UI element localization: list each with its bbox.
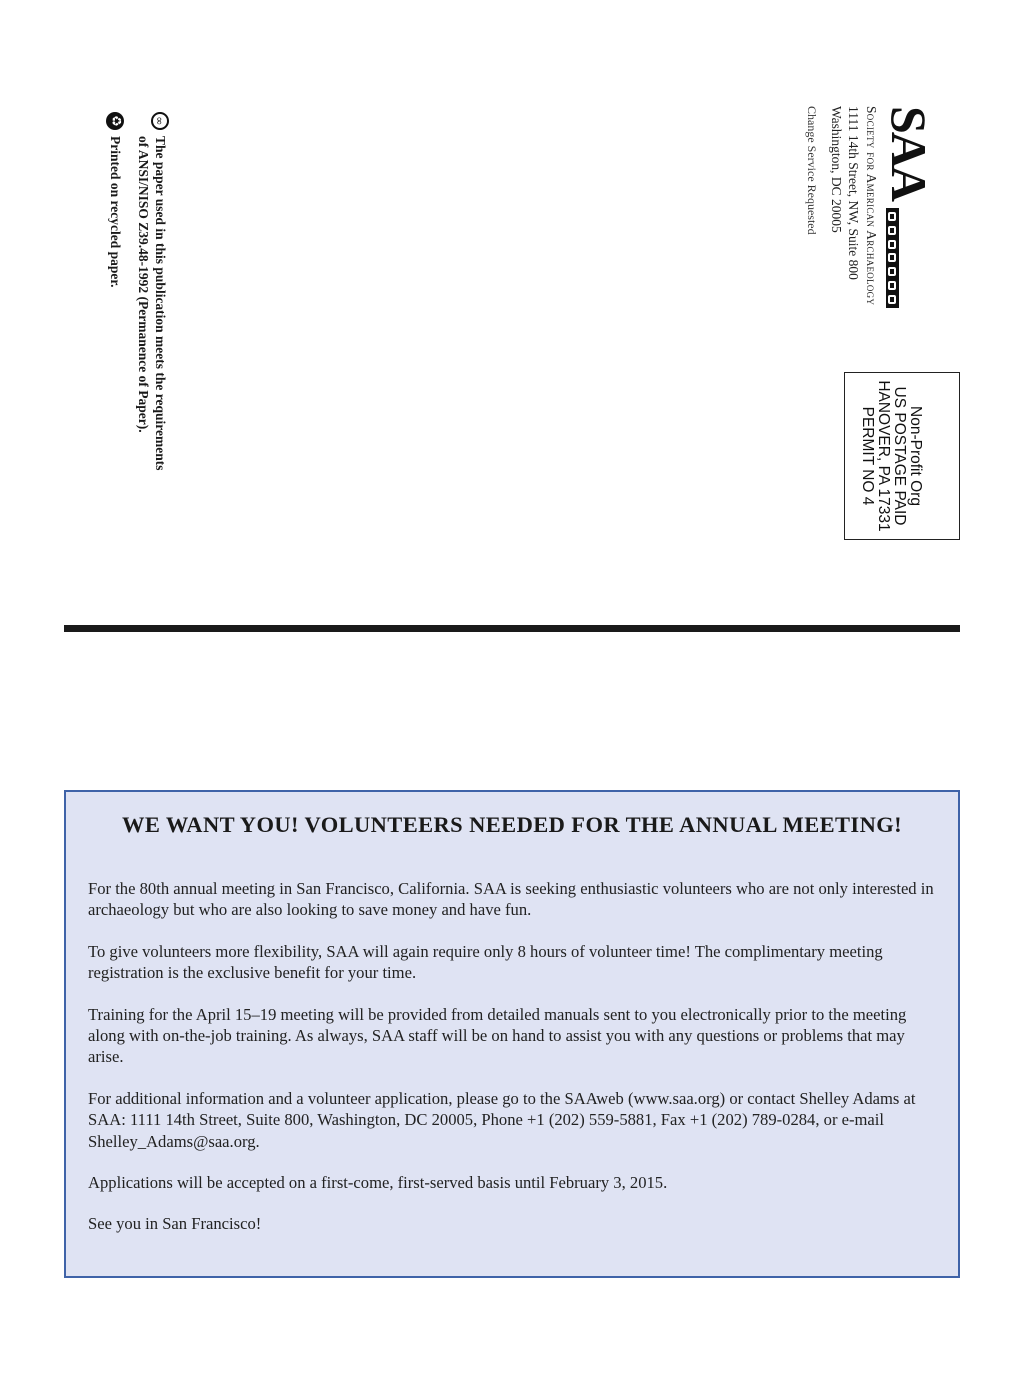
org-name: Society for American Archaeology	[864, 106, 879, 306]
permit-line-1: Non-Profit Org	[907, 406, 924, 506]
announcement-paragraph: For additional information and a volunteer application, please go to the SAAweb (www.saa.org) or contact Shelley Adams at SAA: 1111 14th Street, Suite 800, Washington, DC 20005, Phone +1 (202) 559-5881, Fax +1 (202) 789-0284, or e-mail Shelley_Adams@saa.org.	[88, 1088, 916, 1151]
announcement-title: WE WANT YOU! VOLUNTEERS NEEDED FOR THE ANNUAL MEETING!	[121, 812, 903, 837]
announcement-paragraph: For the 80th annual meeting in San Francisco, California. SAA is seeking enthusiastic volunteers who are not only interested in archaeology but who are also looking to save money and have fun.	[88, 879, 934, 920]
return-address-block	[805, 106, 943, 308]
permit-line-3: HANOVER, PA 17331	[875, 380, 892, 532]
return-address	[828, 106, 881, 308]
saa-logo	[881, 106, 942, 308]
postage-permit-box	[844, 372, 960, 540]
announcement-paragraph: To give volunteers more flexibility, SAA will again require only 8 hours of volunteer time! The complimentary meeting registration is the exclusive benefit for your time.	[88, 941, 883, 983]
announcement-paragraph: Training for the April 15–19 meeting will be provided from detailed manuals sent to you electronically prior to the meeting along with on-the-job training. As always, SAA staff will be on hand to assist you with any questions or problems that may arise.	[88, 1004, 907, 1067]
recycled-paper-note: Printed on recycled paper.	[108, 136, 124, 288]
volunteer-announcement	[64, 790, 960, 1278]
permit-line-2: US POSTAGE PAID	[891, 386, 908, 526]
paper-notice-line-2: of ANSI/NISO Z39.48-1992 (Permanence of Paper).	[136, 136, 151, 433]
recycle-icon: ♻	[107, 112, 125, 130]
change-service-requested: Change Service Requested	[805, 106, 820, 235]
permit-line-4: PERMIT NO 4	[859, 406, 876, 506]
section-divider	[64, 625, 960, 632]
paper-notice	[107, 112, 169, 471]
infinity-circle-icon: ∞	[151, 112, 169, 130]
saa-glyph-icon	[886, 208, 942, 308]
announcement-paragraph: Applications will be accepted on a first-come, first-served basis until February 3, 2015.	[88, 1173, 668, 1193]
address-line-2: Washington, DC 20005	[829, 106, 844, 233]
announcement-paragraph: See you in San Francisco!	[88, 1214, 262, 1234]
paper-notice-line-1: The paper used in this publication meets the requirements	[153, 136, 168, 471]
saa-logo-text: SAA	[881, 106, 937, 201]
address-line-1: 1111 14th Street, NW, Suite 800	[846, 106, 862, 280]
